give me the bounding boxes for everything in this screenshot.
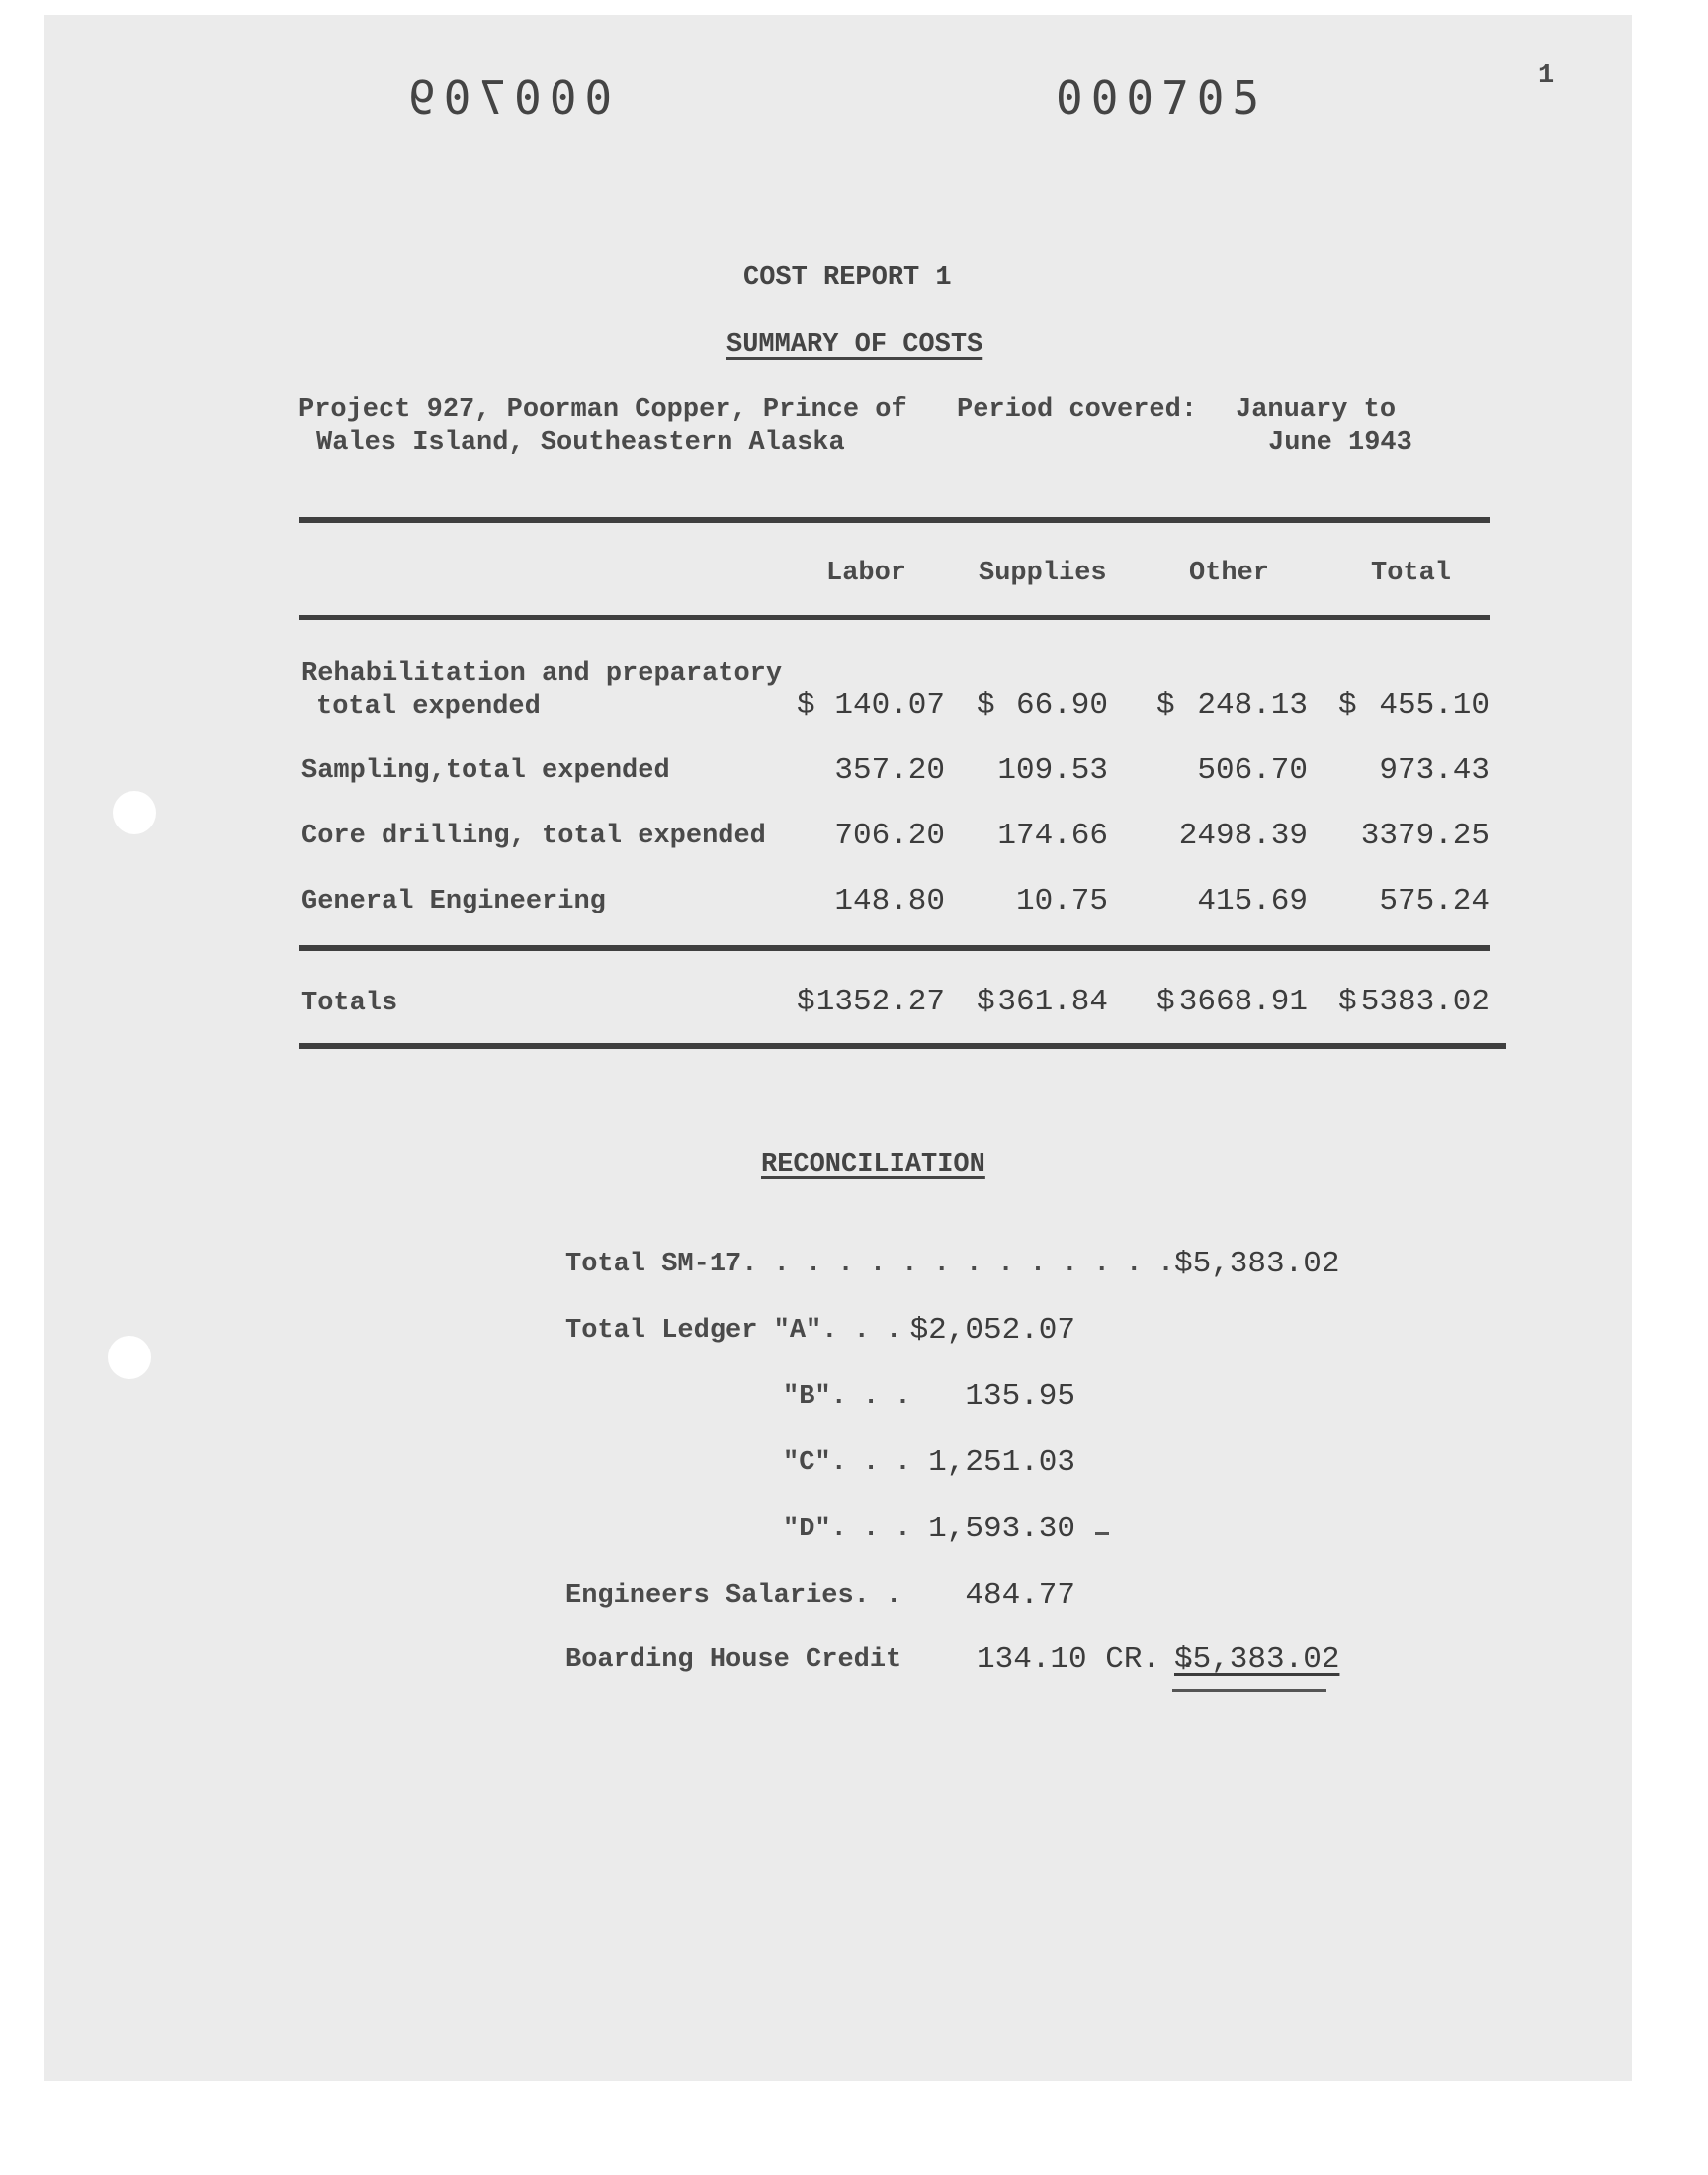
- cell-sampling-supplies: 109.53: [997, 753, 1108, 788]
- totals-currency-labor: $: [797, 985, 815, 1019]
- row-label-rehabilitation-2: total expended: [316, 692, 541, 722]
- engineers-salaries-label: Engineers Salaries. .: [565, 1581, 902, 1610]
- cell-general-engineering-total: 575.24: [1379, 884, 1490, 918]
- currency-sign-total: $: [1338, 688, 1357, 723]
- totals-supplies: 361.84: [997, 985, 1108, 1019]
- total-sm17-value: $5,383.02: [1174, 1247, 1340, 1281]
- ledger-a-value: $2,052.07: [909, 1313, 1075, 1348]
- cell-rehabilitation-labor: 140.07: [834, 688, 945, 723]
- total-sm17-label: Total SM-17. . . . . . . . . . . . . .: [565, 1250, 1174, 1279]
- column-header-total: Total: [1371, 559, 1452, 588]
- totals-other: 3668.91: [1178, 985, 1308, 1019]
- cell-core-drilling-total: 3379.25: [1360, 819, 1490, 853]
- table-rule-top: [299, 517, 1490, 523]
- cell-sampling-labor: 357.20: [834, 753, 945, 788]
- row-label-sampling: Sampling,total expended: [301, 756, 670, 786]
- cell-sampling-total: 973.43: [1379, 753, 1490, 788]
- ledger-c-label: "C". . .: [783, 1448, 911, 1478]
- stamp-number-right: 000705: [1056, 71, 1268, 125]
- cell-rehabilitation-other: 248.13: [1197, 688, 1308, 723]
- reconciliation-total-double-rule: [1172, 1689, 1326, 1692]
- table-rule-bottom: [299, 1043, 1506, 1049]
- totals-currency-other: $: [1156, 985, 1175, 1019]
- totals-currency-total: $: [1338, 985, 1357, 1019]
- boarding-house-credit-value: 134.10 CR. .: [977, 1642, 1198, 1677]
- table-rule-header: [299, 615, 1490, 620]
- currency-sign-labor: $: [797, 688, 815, 723]
- currency-sign-supplies: $: [977, 688, 995, 723]
- boarding-house-credit-label: Boarding House Credit: [565, 1645, 902, 1675]
- ledger-b-label: "B". . .: [783, 1382, 911, 1412]
- cell-core-drilling-supplies: 174.66: [997, 819, 1108, 853]
- punch-hole-top: [113, 791, 156, 834]
- cell-core-drilling-labor: 706.20: [834, 819, 945, 853]
- column-header-other: Other: [1189, 559, 1270, 588]
- ledger-d-tick-mark: [1095, 1532, 1109, 1535]
- cell-core-drilling-other: 2498.39: [1178, 819, 1308, 853]
- cell-rehabilitation-total: 455.10: [1379, 688, 1490, 723]
- ledger-b-value: 135.95: [965, 1379, 1075, 1414]
- reconciliation-total: $5,383.02: [1174, 1642, 1340, 1677]
- row-label-totals: Totals: [301, 989, 398, 1018]
- totals-labor: 1352.27: [815, 985, 945, 1019]
- row-label-core-drilling: Core drilling, total expended: [301, 822, 766, 851]
- cell-general-engineering-other: 415.69: [1197, 884, 1308, 918]
- page-number: 1: [1538, 61, 1555, 91]
- column-header-labor: Labor: [826, 559, 907, 588]
- table-rule-totals: [299, 945, 1490, 951]
- stamp-number-left: 000709: [400, 71, 613, 125]
- totals-total: 5383.02: [1360, 985, 1490, 1019]
- ledger-d-value: 1,593.30: [928, 1512, 1075, 1546]
- ledger-c-value: 1,251.03: [928, 1445, 1075, 1480]
- ledger-d-label: "D". . .: [783, 1515, 911, 1544]
- project-line-2: Wales Island, Southeastern Alaska: [316, 428, 845, 458]
- totals-currency-supplies: $: [977, 985, 995, 1019]
- report-subtitle: SUMMARY OF COSTS: [726, 330, 983, 360]
- punch-hole-bottom: [108, 1336, 151, 1379]
- row-label-rehabilitation-1: Rehabilitation and preparatory: [301, 659, 783, 689]
- column-header-supplies: Supplies: [979, 559, 1107, 588]
- cell-general-engineering-supplies: 10.75: [1015, 884, 1108, 918]
- cell-general-engineering-labor: 148.80: [834, 884, 945, 918]
- reconciliation-title: RECONCILIATION: [761, 1150, 985, 1179]
- row-label-general-engineering: General Engineering: [301, 887, 606, 916]
- project-line-1: Project 927, Poorman Copper, Prince of: [299, 395, 907, 425]
- period-label: Period covered:: [957, 395, 1198, 425]
- currency-sign-other: $: [1156, 688, 1175, 723]
- ledger-a-label: Total Ledger "A". . .: [565, 1316, 902, 1346]
- report-title: COST REPORT 1: [743, 263, 952, 293]
- period-line-2: June 1943: [1268, 428, 1412, 458]
- cell-sampling-other: 506.70: [1197, 753, 1308, 788]
- engineers-salaries-value: 484.77: [965, 1578, 1075, 1612]
- cell-rehabilitation-supplies: 66.90: [1015, 688, 1108, 723]
- period-line-1: January to: [1236, 395, 1397, 425]
